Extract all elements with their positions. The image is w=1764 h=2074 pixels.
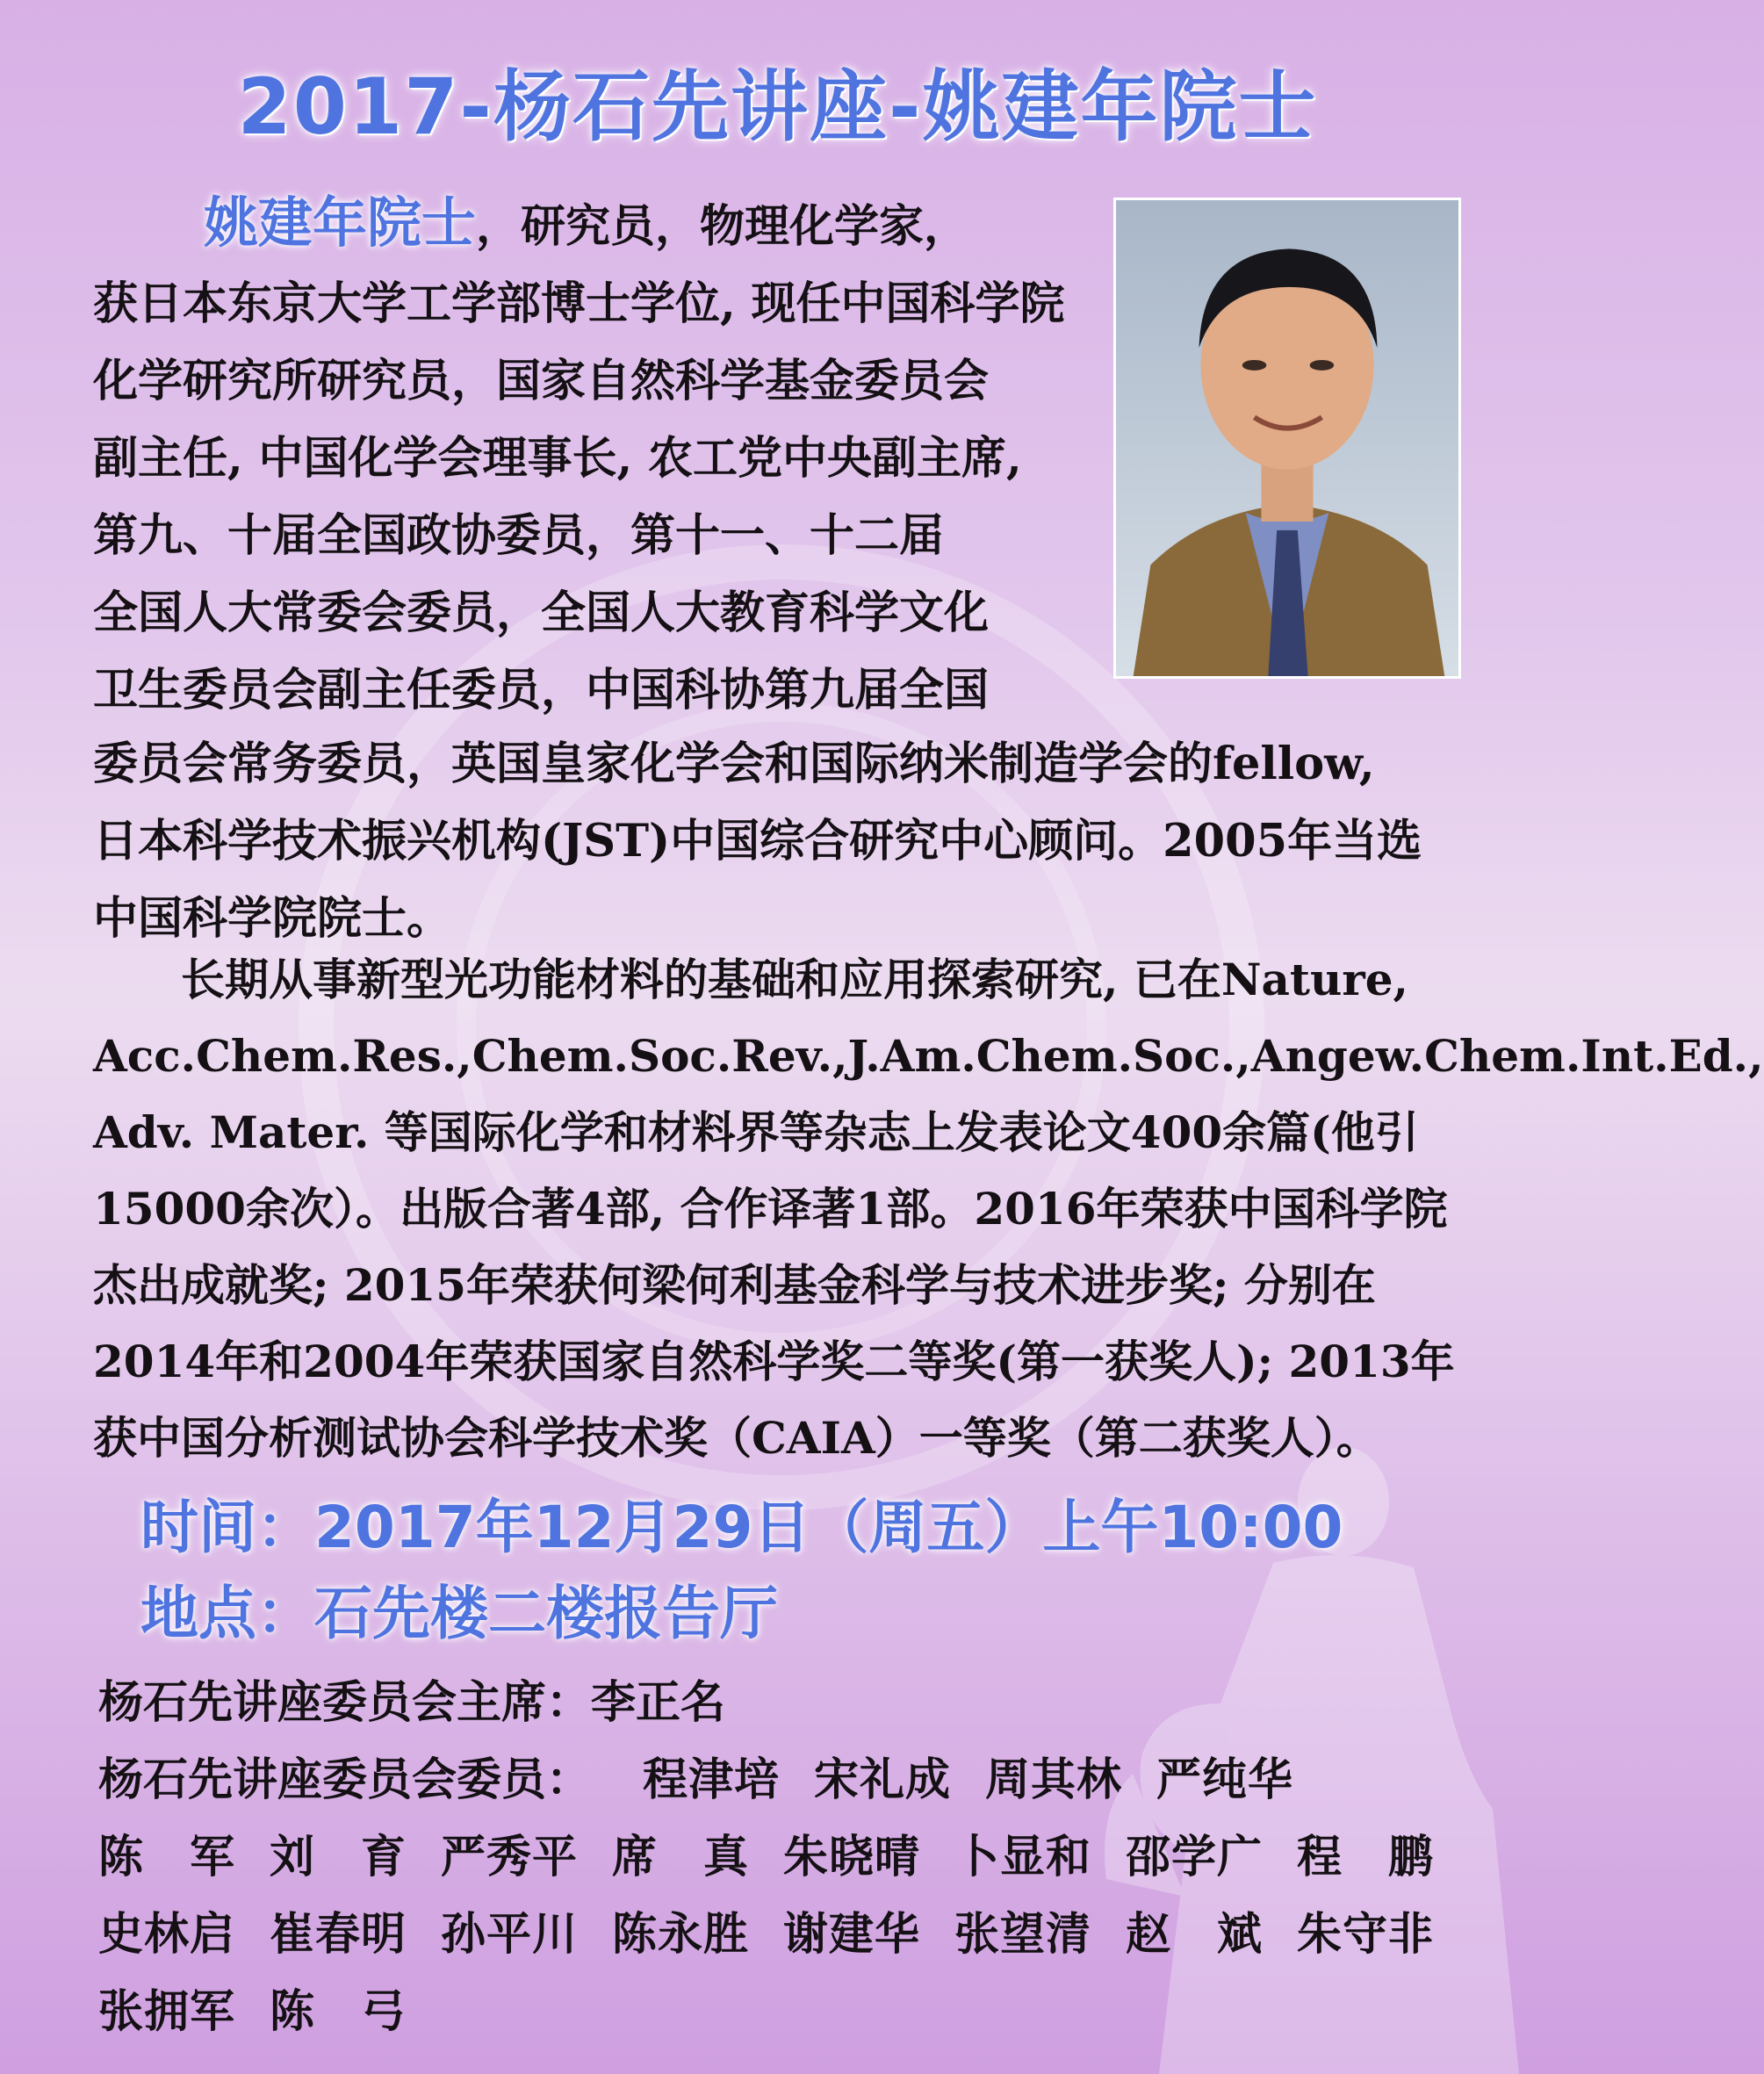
research-line: Adv. Mater. 等国际化学和材料界等杂志上发表论文400余篇(他引 xyxy=(93,1106,1419,1158)
bio-line: 全国人大常委会委员，全国人大教育科学文化 xyxy=(93,587,990,639)
committee-member: 程津培 xyxy=(643,1754,781,1806)
research-line: 杰出成就奖; 2015年荣获何梁何利基金科学与技术进步奖; 分别在 xyxy=(93,1259,1376,1311)
portrait-photo xyxy=(1113,198,1461,679)
committee-member: 严纯华 xyxy=(1156,1754,1294,1806)
research-line: 长期从事新型光功能材料的基础和应用探索研究, 已在Nature, xyxy=(93,954,1408,1005)
bio-line: 卫生委员会副主任委员，中国科协第九届全国 xyxy=(93,664,990,717)
committee-member: 陈 弓 xyxy=(270,1986,407,2038)
research-line: 2014年和2004年荣获国家自然科学奖二等奖(第一获奖人); 2013年 xyxy=(93,1336,1455,1387)
research-line: Acc.Chem.Res.,Chem.Soc.Rev.,J.Am.Chem.Soc.,Angew.Chem.Int.Ed., xyxy=(93,1030,1764,1082)
committee-member: 张拥军 xyxy=(98,1986,236,2038)
research-line: 15000余次）。出版合著4部, 合作译著1部。2016年荣获中国科学院 xyxy=(93,1183,1448,1235)
committee-member: 陈 军 xyxy=(98,1832,236,1883)
committee-member: 孙平川 xyxy=(441,1909,579,1961)
bio-first-line xyxy=(93,184,1094,265)
biography-text-continued xyxy=(93,725,1498,957)
committee-members xyxy=(98,1742,1477,2051)
bio-first-line-rest: ，研究员，物理化学家， xyxy=(476,200,969,253)
bio-line: 委员会常务委员，英国皇家化学会和国际纳米制造学会的fellow, xyxy=(93,738,1375,790)
committee-member: 刘 育 xyxy=(270,1832,407,1883)
lecture-committee xyxy=(98,1665,1503,2051)
committee-member: 严秀平 xyxy=(441,1832,579,1883)
committee-member: 卜显和 xyxy=(954,1832,1092,1883)
scholar-name: 姚建年院士 xyxy=(204,191,477,255)
committee-member: 朱守非 xyxy=(1297,1909,1435,1961)
bio-line: 副主任, 中国化学会理事长, 农工党中央副主席, xyxy=(93,432,1022,485)
committee-member: 谢建华 xyxy=(783,1909,921,1961)
bio-line: 第九、十届全国政协委员，第十一、十二届 xyxy=(93,509,945,562)
committee-member: 程 鹏 xyxy=(1297,1832,1435,1883)
committee-member: 张望清 xyxy=(954,1909,1092,1961)
committee-member: 史林启 xyxy=(98,1909,236,1961)
committee-chair: 杨石先讲座委员会主席：李正名 xyxy=(98,1677,726,1729)
bio-line: 获日本东京大学工学部博士学位, 现任中国科学院 xyxy=(93,277,1065,330)
committee-member: 席 真 xyxy=(612,1832,750,1883)
bio-line: 日本科学技术振兴机构(JST)中国综合研究中心顾问。2005年当选 xyxy=(93,815,1422,868)
research-paragraph xyxy=(93,941,1764,1476)
research-line: 获中国分析测试协会科学技术奖（CAIA）一等奖（第二获奖人）。 xyxy=(93,1412,1380,1464)
bio-line: 化学研究所研究员，国家自然科学基金委员会 xyxy=(93,355,990,407)
committee-member: 朱晓晴 xyxy=(783,1832,921,1883)
committee-member: 陈永胜 xyxy=(612,1909,750,1961)
committee-member: 邵学广 xyxy=(1126,1832,1264,1883)
committee-member: 宋礼成 xyxy=(814,1754,952,1806)
event-place: 地点：石先楼二楼报告厅 xyxy=(140,1580,778,1647)
bio-line: 中国科学院院士。 xyxy=(93,892,452,945)
event-time: 时间：2017年12月29日（周五）上午10:00 xyxy=(140,1494,1343,1561)
committee-member: 崔春明 xyxy=(270,1909,407,1961)
committee-member: 赵 斌 xyxy=(1126,1909,1264,1961)
biography-text xyxy=(93,184,1094,729)
poster-title: 2017-杨石先讲座-姚建年院士 xyxy=(237,61,1318,152)
committee-members-label: 杨石先讲座委员会委员： xyxy=(98,1754,592,1806)
committee-member: 周其林 xyxy=(985,1754,1123,1806)
